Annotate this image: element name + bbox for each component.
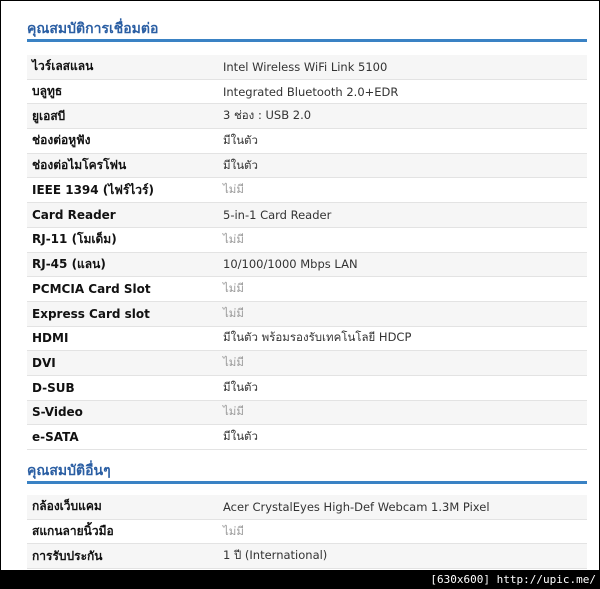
section-title: คุณสมบัติอื่นๆ — [27, 463, 111, 479]
row-label: HDMI — [32, 331, 69, 346]
table-row — [27, 425, 587, 450]
row-value: มีในตัว — [223, 157, 258, 172]
row-value: 3 ช่อง : USB 2.0 — [223, 108, 312, 123]
row-label: กล้องเว็บแคม — [32, 499, 102, 514]
table-row — [27, 129, 587, 154]
row-value: มีในตัว — [223, 429, 258, 444]
row-value: ไม่มี — [223, 523, 244, 538]
row-value: ไม่มี — [223, 305, 244, 320]
row-value: ไม่มี — [223, 404, 244, 419]
table-row — [27, 55, 587, 80]
row-value: ไม่มี — [223, 281, 244, 296]
row-label: DVI — [32, 356, 56, 371]
table-row — [27, 495, 587, 520]
row-label: D-SUB — [32, 380, 75, 395]
section-header-connectivity — [27, 19, 587, 42]
table-row — [27, 104, 587, 129]
table-row — [27, 277, 587, 302]
table-row — [27, 203, 587, 228]
row-value: Intel Wireless WiFi Link 5100 — [223, 59, 388, 74]
row-label: RJ-11 (โมเด็ม) — [32, 232, 117, 247]
row-label: S-Video — [32, 405, 83, 420]
row-value: 5-in-1 Card Reader — [223, 207, 332, 222]
table-row — [27, 178, 587, 203]
table-row — [27, 351, 587, 376]
table-row — [27, 520, 587, 545]
row-label: สแกนลายนิ้วมือ — [32, 524, 114, 539]
row-label: PCMCIA Card Slot — [32, 282, 151, 297]
row-label: บลูทูธ — [32, 84, 63, 99]
table-row — [27, 80, 587, 105]
row-label: ช่องต่อหูฟัง — [32, 133, 91, 148]
spec-table-connectivity — [27, 55, 587, 450]
row-label: Express Card slot — [32, 306, 150, 321]
table-row — [27, 544, 587, 569]
row-value: Acer CrystalEyes High-Def Webcam 1.3M Pixel — [223, 499, 490, 514]
row-label: Card Reader — [32, 207, 116, 222]
table-row — [27, 376, 587, 401]
row-label: ยูเอสบี — [32, 108, 66, 123]
table-row — [27, 228, 587, 253]
row-value: ไม่มี — [223, 355, 244, 370]
table-row — [27, 302, 587, 327]
table-row — [27, 154, 587, 179]
row-value: มีในตัว พร้อมรองรับเทคโนโลยี HDCP — [223, 330, 412, 345]
section-title: คุณสมบัติการเชื่อมต่อ — [27, 21, 159, 37]
row-value: ไม่มี — [223, 182, 244, 197]
row-value: Integrated Bluetooth 2.0+EDR — [223, 84, 399, 99]
table-row — [27, 401, 587, 426]
row-label: ช่องต่อไมโครโฟน — [32, 158, 127, 173]
upic-watermark: [630x600] http://upic.me/ — [430, 573, 596, 586]
row-value: มีในตัว — [223, 132, 258, 147]
row-label: ไวร์เลสแลน — [32, 59, 94, 74]
row-value: มีในตัว — [223, 379, 258, 394]
section-header-other — [27, 461, 587, 484]
row-label: IEEE 1394 (ไฟร์ไวร์) — [32, 182, 154, 197]
spec-table-other — [27, 495, 587, 569]
row-value: ไม่มี — [223, 231, 244, 246]
row-value: 10/100/1000 Mbps LAN — [223, 257, 358, 272]
row-label: การรับประกัน — [32, 548, 103, 563]
row-label: e-SATA — [32, 430, 79, 445]
table-row — [27, 327, 587, 352]
table-row — [27, 253, 587, 278]
row-value: 1 ปี (International) — [223, 548, 328, 563]
row-label: RJ-45 (แลน) — [32, 256, 106, 271]
